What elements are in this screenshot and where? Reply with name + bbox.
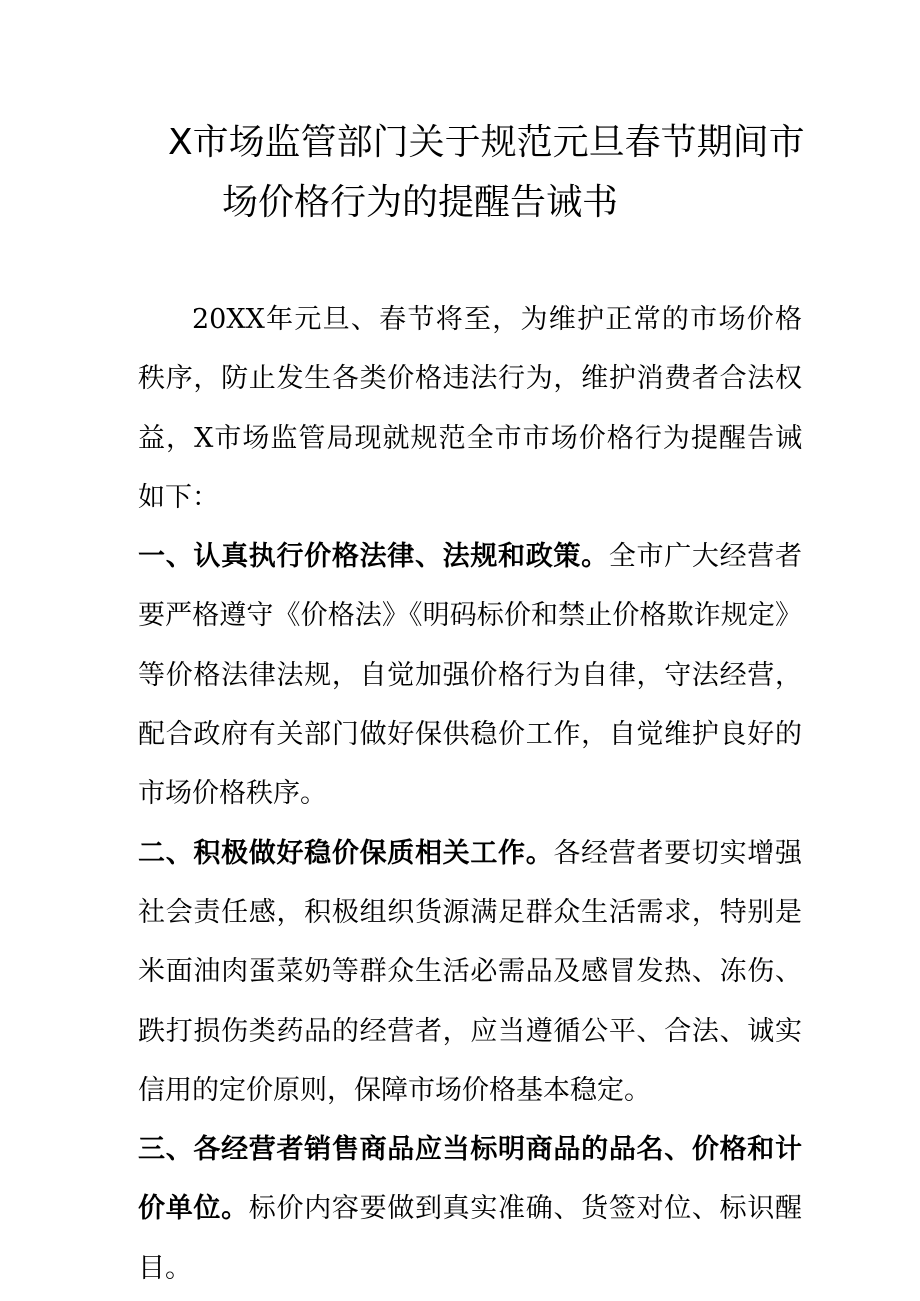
item-1-paragraph [138,527,802,823]
item-3-heading: 三、各经营者销售商品应当标明商品的品名、价格和计价单位。 [138,1134,802,1225]
item-2-paragraph [138,824,802,1120]
item-2-text: 各经营者要切实增强社会责任感，积极组织货源满足群众生活需求，特别是米面油肉蛋菜奶等群众生活必需品及感冒发热、冻伤、跌打损伤类药品的经营者，应当遵循公平、合法、诚实信用的定价原则，保障市场价格基本稳定。 [138,837,803,1106]
item-3-paragraph [138,1120,802,1298]
document-title-line-1: X市场监管部门关于规范元旦春节期间市 [168,122,805,163]
item-1-heading: 一、认真执行价格法律、法规和政策。 [138,541,609,573]
intro-paragraph: 20XX年元旦、春节将至，为维护正常的市场价格秩序，防止发生各类价格违法行为，维护消费者合法权益，X市场监管局现就规范全市市场价格行为提醒告诫如下： [138,304,802,513]
item-3-text: 标价内容要做到真实准确、货签对位、标识醒目。 [138,1193,803,1284]
document-title-line-2: 场价格行为的提醒告诫书 [222,182,619,223]
item-2-heading: 二、积极做好稳价保质相关工作。 [138,837,554,869]
document-body [138,290,802,1298]
item-1-text: 全市广大经营者要严格遵守《价格法》《明码标价和禁止价格欺诈规定》等价格法律法规，自觉加强价格行为自律，守法经营，配合政府有关部门做好保供稳价工作，自觉维护良好的市场价格秩序。 [138,541,803,810]
